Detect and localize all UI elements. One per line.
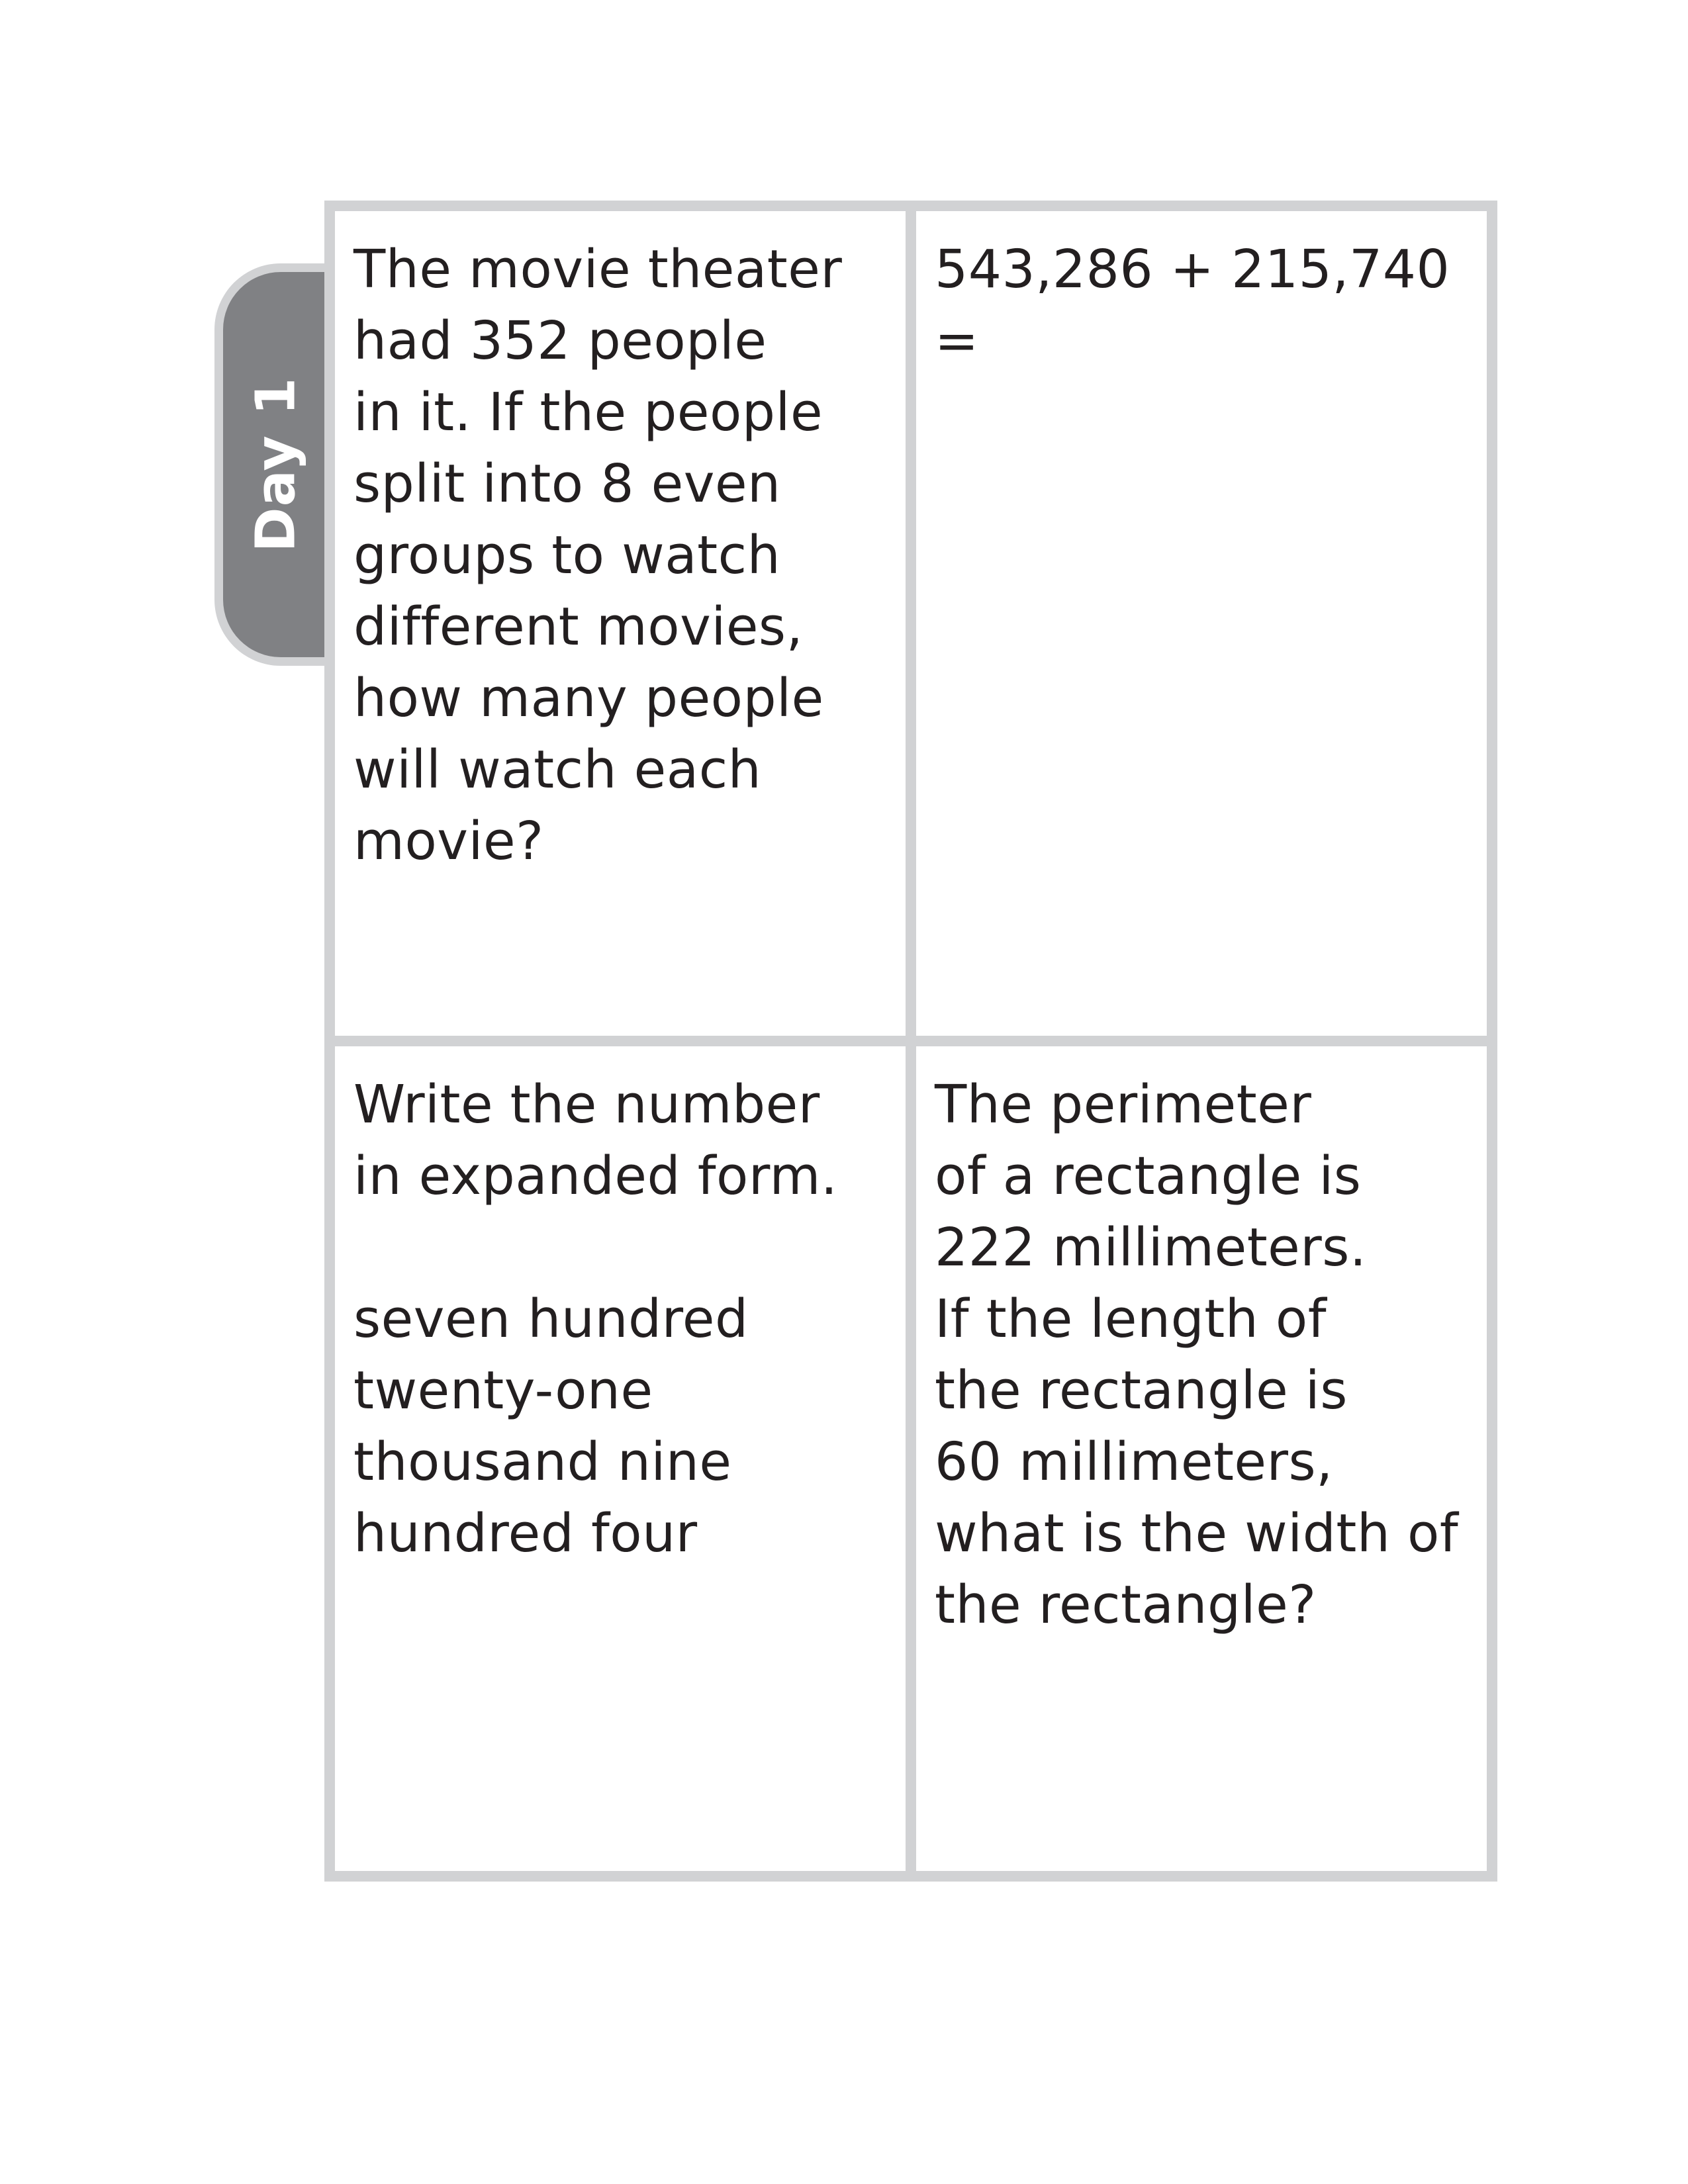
problem-cell-perimeter [916, 1046, 1487, 1871]
day-tab-label: Day 1 [244, 377, 307, 553]
problem-grid [324, 201, 1497, 1882]
problem-cell-expanded-form [335, 1046, 906, 1871]
problem-cell-movie-theater [335, 211, 906, 1036]
day-tab [214, 263, 328, 666]
problem-text: 543,286 + 215,740 = [935, 239, 1450, 371]
problem-text: The perimeter of a rectangle is 222 millimeters. If the length of the rectangle is 60 millimeters, what is the width of the rectangle? [935, 1074, 1459, 1635]
problem-text: Write the number in expanded form. seven hundred twenty-one thousand nine hundred four [353, 1074, 838, 1564]
problem-text: The movie theater had 352 people in it. If the people split into 8 even groups to watch different movies, how many people will watch each movie? [353, 239, 843, 872]
problem-cell-addition [916, 211, 1487, 1036]
